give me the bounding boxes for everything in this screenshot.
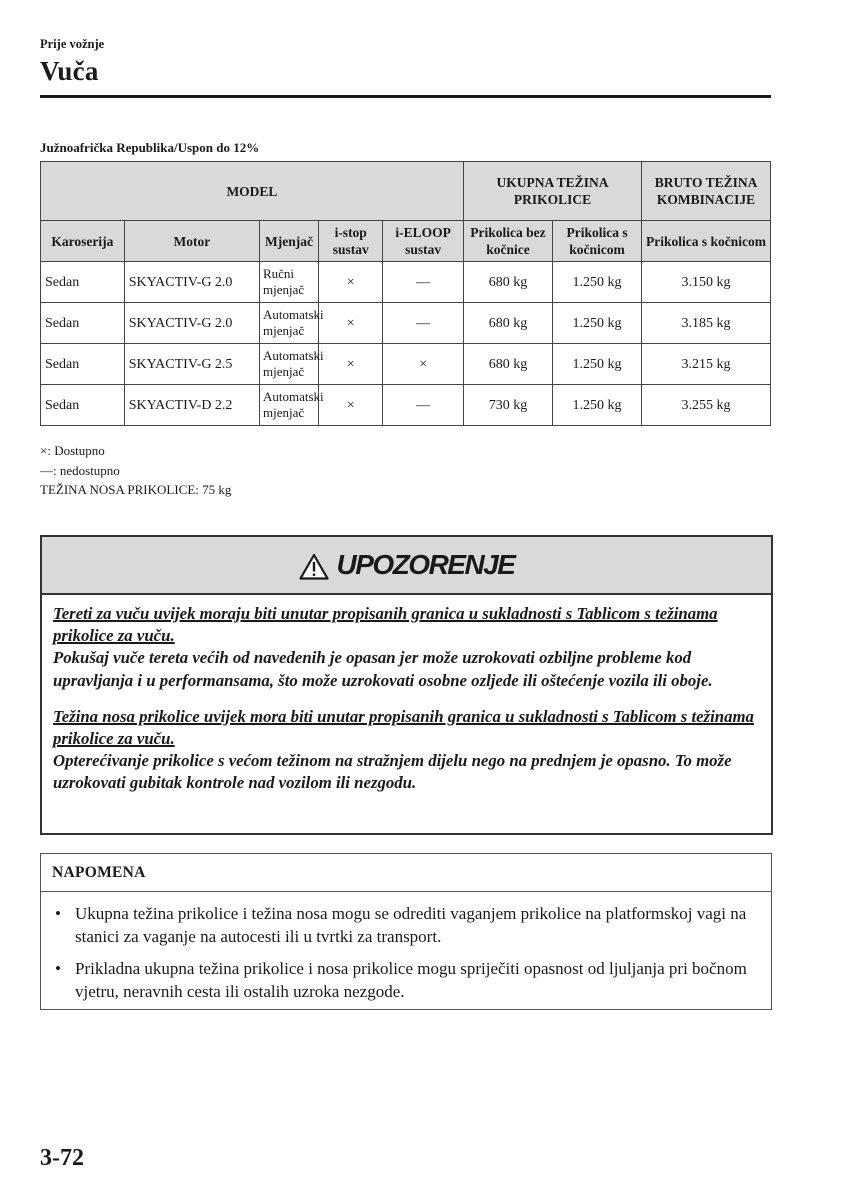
cell-istop: ×: [319, 344, 383, 385]
legend-available: ×: Dostupno: [40, 443, 105, 458]
warning-title: UPOZORENJE: [336, 549, 515, 580]
cell-transmission: Automatski mjenjač: [259, 303, 318, 344]
cell-ieloop: —: [383, 303, 464, 344]
header-gross-combination-weight: BRUTO TEŽINA KOMBINACIJE: [642, 162, 771, 221]
warning-header: [42, 537, 771, 595]
cell-ieloop: —: [383, 385, 464, 426]
warning-para1-emphasis: Tereti za vuču uvijek moraju biti unutar propisanih granica u sukladnosti s Tablicom s težinama prikolice za vuču.: [53, 604, 718, 646]
table-header-group-row: [41, 162, 771, 221]
cell-transmission: Ručni mjenjač: [259, 262, 318, 303]
towing-weights-table: [40, 161, 771, 426]
cell-body: Sedan: [41, 303, 125, 344]
legend-tongue-weight: TEŽINA NOSA PRIKOLICE: 75 kg: [40, 482, 232, 497]
table-row: [41, 262, 771, 303]
header-body: Karoserija: [41, 221, 125, 262]
table-row: [41, 303, 771, 344]
cell-trailer-brake: 1.250 kg: [553, 303, 642, 344]
title-divider: [40, 95, 771, 98]
legend-unavailable: —: nedostupno: [40, 462, 120, 478]
note-item: • Ukupna težina prikolice i težina nosa mogu se odrediti vaganjem prikolice na platformskoj vagi na stanici za vaganje na autocesti ili u tvrtki za transport.: [53, 902, 759, 948]
header-model: MODEL: [41, 162, 464, 221]
cell-engine: SKYACTIV-G 2.5: [124, 344, 259, 385]
table-legend: [40, 441, 231, 500]
warning-triangle-icon: [299, 553, 329, 580]
cell-engine: SKYACTIV-G 2.0: [124, 303, 259, 344]
cell-ieloop: ×: [383, 344, 464, 385]
cell-ieloop: —: [383, 262, 464, 303]
cell-trailer-brake: 1.250 kg: [553, 262, 642, 303]
cell-engine: SKYACTIV-G 2.0: [124, 262, 259, 303]
warning-para2-text: Opterećivanje prikolice s većom težinom na stražnjem dijelu nego na prednjem je opasno. To može uzrokovati gubitak kontrole nad vozilom ili nezgodu.: [53, 751, 732, 793]
cell-body: Sedan: [41, 385, 125, 426]
header-transmission: Mjenjač: [259, 221, 318, 262]
note-item: • Prikladna ukupna težina prikolice i nosa prikolice mogu spriječiti opasnost od ljuljanja pri bočnom vjetru, neravnih cesta ili ostalih uzroka nezgode.: [53, 957, 759, 1003]
cell-combination: 3.255 kg: [642, 385, 771, 426]
cell-trailer-no-brake: 680 kg: [463, 262, 552, 303]
warning-para2-emphasis: Težina nosa prikolice uvijek mora biti unutar propisanih granica u sukladnosti s Tablicom s težinama prikolice za vuču.: [53, 706, 754, 749]
cell-trailer-brake: 1.250 kg: [553, 385, 642, 426]
cell-trailer-brake: 1.250 kg: [553, 344, 642, 385]
warning-para1-text: Pokušaj vuče tereta većih od navedenih je opasan jer može uzrokovati ozbiljne probleme kod upravljanja i u performansama, što može uzrokovati osobne ozljede ili oštećenje vozila ili oboje.: [53, 648, 713, 690]
cell-combination: 3.150 kg: [642, 262, 771, 303]
note-title: NAPOMENA: [41, 854, 771, 892]
cell-combination: 3.185 kg: [642, 303, 771, 344]
cell-trailer-no-brake: 680 kg: [463, 303, 552, 344]
cell-transmission: Automatski mjenjač: [259, 344, 318, 385]
cell-engine: SKYACTIV-D 2.2: [124, 385, 259, 426]
header-gross-trailer-weight: UKUPNA TEŽINA PRIKOLICE: [463, 162, 641, 221]
page-title: Vuča: [40, 56, 99, 86]
header-ieloop: i-ELOOP sustav: [383, 221, 464, 262]
cell-combination: 3.215 kg: [642, 344, 771, 385]
header-combination-brake: Prikolica s kočnicom: [642, 221, 771, 262]
cell-trailer-no-brake: 680 kg: [463, 344, 552, 385]
header-istop: i-stop sustav: [319, 221, 383, 262]
header-trailer-no-brake: Prikolica bez kočnice: [463, 221, 552, 262]
table-row: [41, 385, 771, 426]
cell-trailer-no-brake: 730 kg: [463, 385, 552, 426]
note-list: [41, 892, 771, 1003]
header-engine: Motor: [124, 221, 259, 262]
page-number: 3-72: [40, 1145, 84, 1171]
note-box: [40, 853, 772, 1010]
cell-transmission: Automatski mjenjač: [259, 385, 318, 426]
warning-body: [42, 595, 771, 795]
cell-istop: ×: [319, 303, 383, 344]
cell-istop: ×: [319, 262, 383, 303]
warning-box: [40, 535, 773, 835]
section-label: Prije vožnje: [40, 37, 105, 51]
cell-body: Sedan: [41, 262, 125, 303]
cell-istop: ×: [319, 385, 383, 426]
table-row: [41, 344, 771, 385]
header-trailer-brake: Prikolica s kočnicom: [553, 221, 642, 262]
table-header-row: [41, 221, 771, 262]
cell-body: Sedan: [41, 344, 125, 385]
table-caption: Južnoafrička Republika/Uspon do 12%: [40, 140, 260, 155]
